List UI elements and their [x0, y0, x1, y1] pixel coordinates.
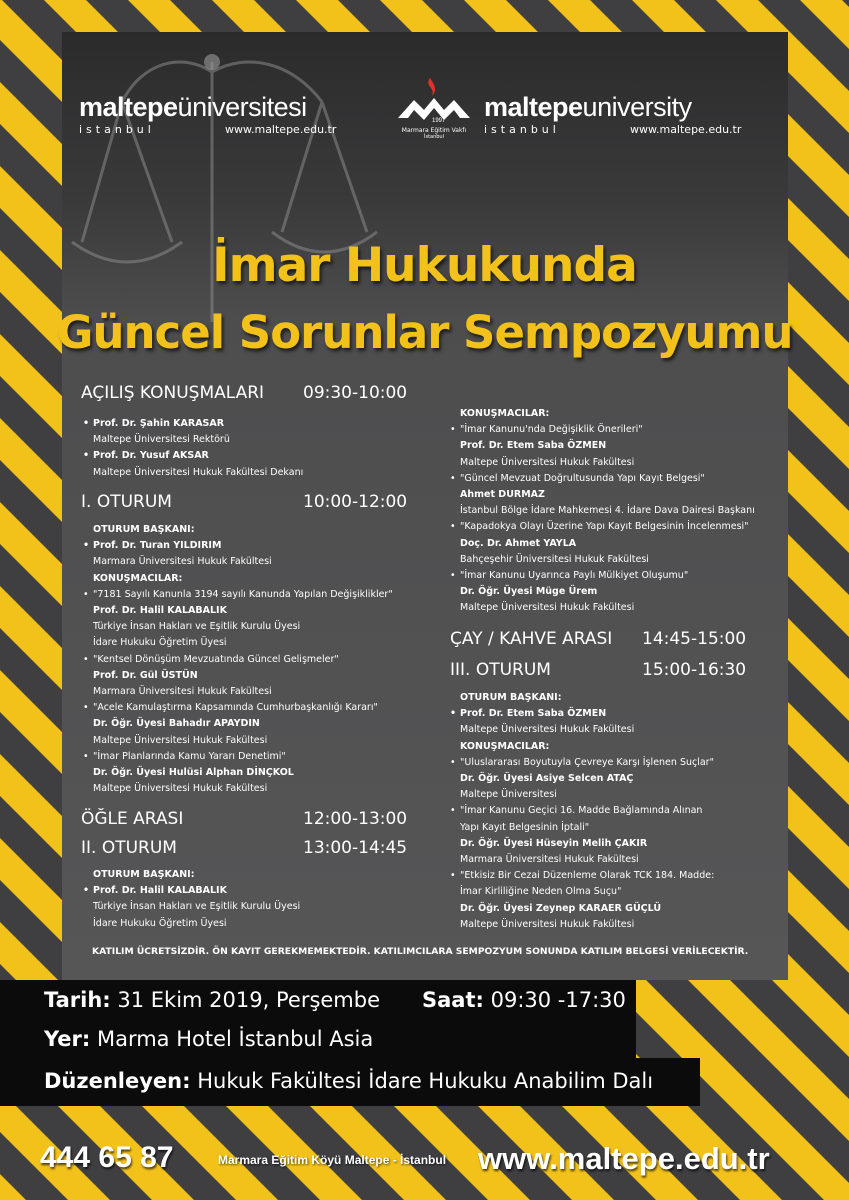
- speaker-line: Bahçeşehir Üniversitesi Hukuk Fakültesi: [460, 553, 649, 565]
- session-2-chair: [93, 867, 300, 932]
- time-value: 09:30 -17:30: [490, 988, 626, 1012]
- speaker-line: Marmara Üniversitesi Hukuk Fakültesi: [93, 686, 272, 698]
- speaker-line: Dr. Öğr. Üyesi Zeynep KARAER GÜÇLÜ: [460, 902, 662, 914]
- speaker-line: • "Kapadokya Olayı Üzerine Yapı Kayıt Belgesinin İncelenmesi": [460, 519, 755, 535]
- logo-left-city: istanbul: [79, 123, 155, 136]
- maltepe-university-logo: [484, 92, 742, 136]
- speaker-line: Maltepe Üniversitesi Rektörü: [93, 434, 230, 446]
- session-1-time: 10:00-12:00: [303, 492, 408, 512]
- session-1-speakers: [93, 522, 393, 797]
- speaker-line: • "7181 Sayılı Kanunla 3194 sayılı Kanunda Yapılan Değişiklikler": [93, 587, 393, 603]
- speaker-line: • "İmar Kanunu Geçici 16. Madde Bağlamında Alınan: [460, 803, 714, 819]
- session-3-time: 15:00-16:30: [642, 660, 747, 680]
- speaker-line: Türkiye İnsan Hakları ve Eşitlik Kurulu Üyesi: [93, 621, 301, 633]
- speaker-line: İdare Hukuku Öğretim Üyesi: [93, 917, 227, 929]
- speaker-line: • Prof. Dr. Şahin KARASAR: [93, 416, 303, 432]
- speaker-line: • Prof. Dr. Etem Saba ÖZMEN: [460, 706, 714, 722]
- session-2-label: II. OTURUM: [81, 838, 177, 858]
- session-3-label: III. OTURUM: [450, 660, 551, 680]
- date-value: 31 Ekim 2019, Perşembe: [117, 988, 381, 1012]
- foundation-name: Marmara Eğitim Vakfı: [401, 127, 467, 134]
- title-line-2: Güncel Sorunlar Sempozyumu: [56, 306, 793, 359]
- logo-right-web: www.maltepe.edu.tr: [630, 123, 742, 136]
- speaker-line: Maltepe Üniversitesi: [460, 789, 557, 801]
- speaker-line: KONUŞMACILAR:: [460, 740, 550, 752]
- speaker-line: Maltepe Üniversitesi Hukuk Fakültesi: [460, 456, 635, 468]
- speaker-line: Marmara Üniversitesi Hukuk Fakültesi: [93, 556, 272, 568]
- date-time-bar: [0, 980, 636, 1022]
- speaker-line: • "İmar Kanunu'nda Değişiklik Önerileri": [460, 422, 755, 438]
- opening-time: 09:30-10:00: [303, 383, 408, 403]
- logo-left-light: üniversitesi: [177, 92, 307, 122]
- speaker-line: Prof. Dr. Etem Saba ÖZMEN: [460, 440, 607, 452]
- speaker-line: Maltepe Üniversitesi Hukuk Fakültesi: [460, 724, 635, 736]
- speaker-line: Dr. Öğr. Üyesi Asiye Selcen ATAÇ: [460, 773, 634, 785]
- speaker-line: Dr. Öğr. Üyesi Bahadır APAYDIN: [93, 718, 260, 730]
- speaker-line: KONUŞMACILAR:: [460, 408, 550, 419]
- session-3-speakers: [460, 690, 714, 933]
- opening-speakers: [93, 416, 303, 481]
- logo-right-bold: maltepe: [484, 92, 583, 122]
- session-1-label: I. OTURUM: [81, 492, 172, 512]
- marmara-egitim-vakfi-logo: [392, 76, 476, 140]
- time-label: Saat:: [422, 988, 484, 1012]
- coffee-break-label: ÇAY / KAHVE ARASI: [450, 629, 613, 649]
- foundation-year: 1997: [432, 118, 446, 122]
- speaker-line: Maltepe Üniversitesi Hukuk Fakültesi: [93, 734, 268, 746]
- speaker-line: • "Etkisiz Bir Cezai Düzenleme Olarak TCK 184. Madde:: [460, 868, 714, 884]
- foundation-emblem-icon: [394, 76, 474, 122]
- logo-left-web: www.maltepe.edu.tr: [225, 123, 337, 136]
- website-link[interactable]: www.maltepe.edu.tr: [478, 1141, 770, 1176]
- logo-right-city: istanbul: [484, 123, 560, 136]
- speaker-line: Maltepe Üniversitesi Hukuk Fakültesi Dekanı: [93, 466, 304, 478]
- speaker-line: OTURUM BAŞKANI:: [460, 692, 562, 703]
- session-2-time: 13:00-14:45: [303, 838, 408, 858]
- speaker-line: Dr. Öğr. Üyesi Hulüsi Alphan DİNÇKOL: [93, 767, 294, 779]
- speaker-line: • "İmar Kanunu Uyarınca Paylı Mülkiyet Oluşumu": [460, 568, 755, 584]
- speaker-line: Türkiye İnsan Hakları ve Eşitlik Kurulu Üyesi: [93, 901, 301, 913]
- logo-right-light: university: [582, 92, 692, 122]
- speaker-line: Dr. Öğr. Üyesi Müge Ürem: [460, 586, 598, 598]
- speaker-line: Ahmet DURMAZ: [460, 489, 545, 501]
- lunch-label: ÖĞLE ARASI: [81, 809, 184, 829]
- organizer-bar: [0, 1058, 700, 1106]
- venue-bar: [0, 1022, 636, 1058]
- speaker-line: Marmara Üniversitesi Hukuk Fakültesi: [460, 854, 639, 866]
- speaker-line: Prof. Dr. Halil KALABALIK: [93, 605, 227, 617]
- participation-notice: KATILIM ÜCRETSİZDİR. ÖN KAYIT GEREKMEMEKTEDİR. KATILIMCILARA SEMPOZYUM SONUNDA KATILIM BELGESİ VERİLECEKTİR.: [92, 946, 749, 957]
- speaker-line: • Prof. Dr. Turan YILDIRIM: [93, 538, 393, 554]
- speaker-line: Dr. Öğr. Üyesi Hüseyin Melih ÇAKIR: [460, 837, 648, 849]
- coffee-break-time: 14:45-15:00: [642, 629, 747, 649]
- place-label: Yer:: [44, 1027, 91, 1051]
- speaker-line: • "Acele Kamulaştırma Kapsamında Cumhurbaşkanlığı Kararı": [93, 700, 393, 716]
- speaker-line: Yapı Kayıt Belgesinin İptali": [460, 821, 590, 833]
- speaker-line: Maltepe Üniversitesi Hukuk Fakültesi: [93, 783, 268, 795]
- date-label: Tarih:: [44, 988, 111, 1012]
- speaker-line: OTURUM BAŞKANI:: [93, 869, 195, 880]
- phone-number: 444 65 87: [40, 1141, 174, 1174]
- speaker-line: • "İmar Planlarında Kamu Yararı Denetimi": [93, 749, 393, 765]
- opening-label: AÇILIŞ KONUŞMALARI: [81, 383, 265, 403]
- organizer-label: Düzenleyen:: [44, 1069, 191, 1093]
- speaker-line: Maltepe Üniversitesi Hukuk Fakültesi: [460, 602, 635, 614]
- logo-left-bold: maltepe: [79, 92, 178, 122]
- maltepe-universitesi-logo: [79, 92, 337, 136]
- speaker-line: İdare Hukuku Öğretim Üyesi: [93, 637, 227, 649]
- speaker-line: İstanbul Bölge İdare Mahkemesi 4. İdare Dava Dairesi Başkanı: [460, 505, 755, 517]
- speaker-line: Doç. Dr. Ahmet YAYLA: [460, 537, 577, 549]
- speaker-line: İmar Kirliliğine Neden Olma Suçu": [460, 886, 622, 898]
- speaker-line: KONUŞMACILAR:: [93, 572, 183, 584]
- place-value: Marma Hotel İstanbul Asia: [96, 1027, 374, 1051]
- speaker-line: OTURUM BAŞKANI:: [93, 524, 195, 535]
- speaker-line: • Prof. Dr. Halil KALABALIK: [93, 883, 300, 899]
- foundation-city: İstanbul: [423, 134, 444, 140]
- organizer-value: Hukuk Fakültesi İdare Hukuku Anabilim Dalı: [197, 1069, 654, 1093]
- campus-address: Marmara Eğitim Köyü Maltepe - İstanbul: [218, 1153, 447, 1167]
- speaker-line: • "Güncel Mevzuat Doğrultusunda Yapı Kayıt Belgesi": [460, 471, 755, 487]
- title-line-1: İmar Hukukunda: [212, 238, 637, 293]
- speaker-line: • "Kentsel Dönüşüm Mevzuatında Güncel Gelişmeler": [93, 652, 393, 668]
- speaker-line: • Prof. Dr. Yusuf AKSAR: [93, 448, 303, 464]
- speaker-line: Prof. Dr. Gül ÜSTÜN: [93, 669, 198, 681]
- session-2-speakers: [460, 406, 755, 617]
- speaker-line: Maltepe Üniversitesi Hukuk Fakültesi: [460, 918, 635, 930]
- lunch-time: 12:00-13:00: [303, 809, 408, 829]
- speaker-line: • "Uluslararası Boyutuyla Çevreye Karşı İşlenen Suçlar": [460, 755, 714, 771]
